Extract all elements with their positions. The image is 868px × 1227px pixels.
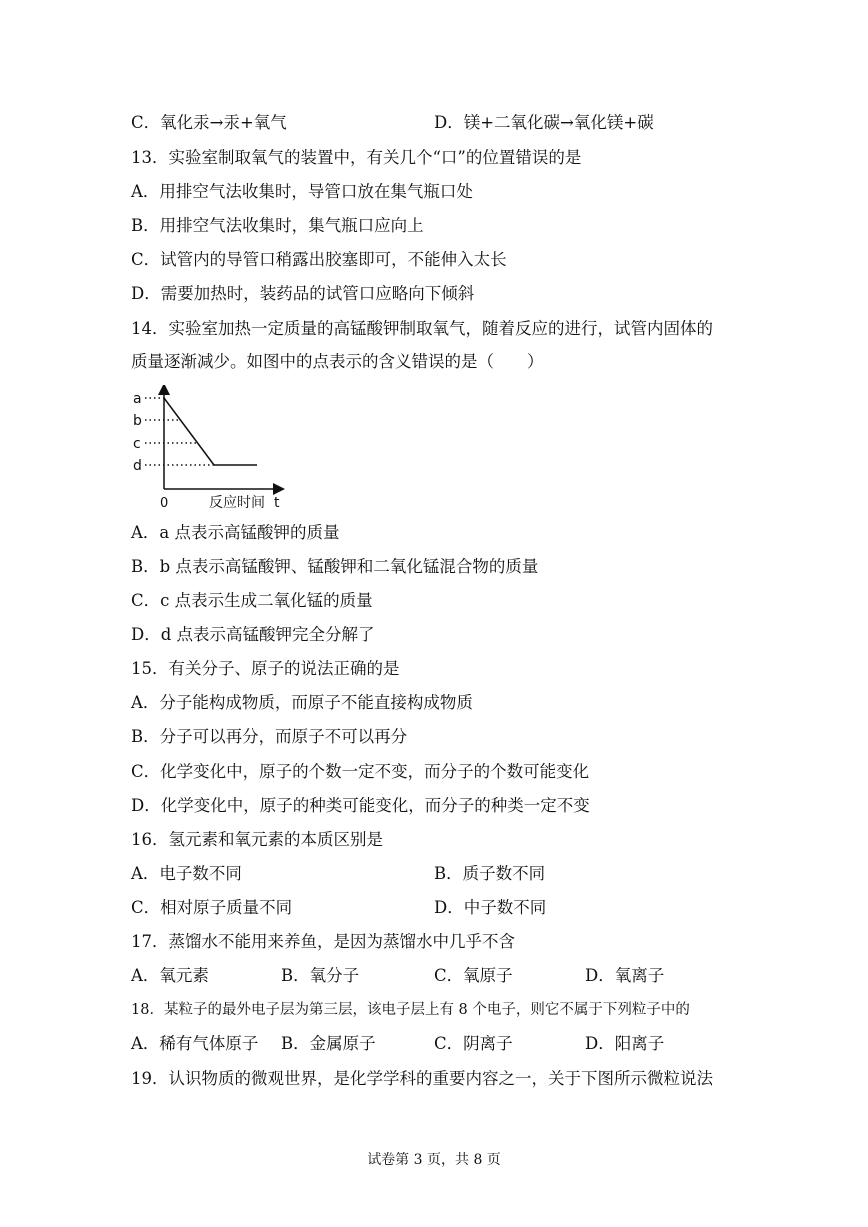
q13-option-d: D．需要加热时，装药品的试管口应略向下倾斜: [131, 284, 475, 303]
q15-stem: 15．有关分子、原子的说法正确的是: [131, 659, 400, 678]
q14-graph: [131, 385, 291, 513]
q13-option-b: B．用排空气法收集时，集气瓶口应向上: [131, 216, 424, 235]
q13-stem: 13．实验室制取氧气的装置中，有关几个“口”的位置错误的是: [131, 148, 582, 167]
q18-option-a: A．稀有气体原子: [131, 1034, 259, 1053]
q19-stem: 19．认识物质的微观世界，是化学学科的重要内容之一，关于下图所示微粒说法: [131, 1069, 713, 1088]
q17-option-c: C．氧原子: [434, 966, 513, 985]
q17-option-d: D．氧离子: [585, 966, 665, 985]
q14-stem-line1: 14．实验室加热一定质量的高锰酸钾制取氧气，随着反应的进行，试管内固体的: [131, 319, 713, 338]
page-footer: 试卷第 3 页，共 8 页: [367, 1152, 501, 1168]
label-x-axis: 反应时间: [209, 495, 265, 511]
q13-option-a: A．用排空气法收集时，导管口放在集气瓶口处: [131, 182, 473, 201]
q18-option-b: B．金属原子: [281, 1034, 376, 1053]
q16-stem: 16．氢元素和氧元素的本质区别是: [131, 830, 383, 849]
q18-stem: 18．某粒子的最外电子层为第三层，该电子层上有 8 个电子，则它不属于下列粒子中的: [131, 1002, 690, 1018]
q16-option-b: B．质子数不同: [434, 864, 546, 883]
q18-option-c: C．阴离子: [434, 1034, 513, 1053]
label-t: t: [274, 495, 280, 511]
q16-option-a: A．电子数不同: [131, 864, 242, 883]
q14-stem-line2: 质量逐渐减少。如图中的点表示的含义错误的是（ ）: [131, 352, 544, 371]
q15-option-a: A．分子能构成物质，而原子不能直接构成物质: [131, 693, 473, 712]
q14-option-b: B．b 点表示高锰酸钾、锰酸钾和二氧化锰混合物的质量: [131, 557, 539, 576]
q14-option-d: D．d 点表示高锰酸钾完全分解了: [131, 625, 375, 644]
q15-option-c: C．化学变化中，原子的个数一定不变，而分子的个数可能变化: [131, 762, 590, 781]
q14-option-a: A．a 点表示高锰酸钾的质量: [131, 523, 340, 542]
q17-option-a: A．氧元素: [131, 966, 209, 985]
q13-option-c: C．试管内的导管口稍露出胶塞即可，不能伸入太长: [131, 250, 507, 269]
label-a: a: [133, 391, 142, 407]
q15-option-b: B．分子可以再分，而原子不可以再分: [131, 727, 408, 746]
label-c: c: [133, 436, 141, 452]
q16-option-d: D．中子数不同: [434, 898, 547, 917]
q12-option-c: C．氧化汞→汞+氧气: [131, 113, 287, 132]
q15-option-d: D．化学变化中，原子的种类可能变化，而分子的种类一定不变: [131, 796, 590, 815]
q17-option-b: B．氧分子: [281, 966, 360, 985]
q17-stem: 17．蒸馏水不能用来养鱼，是因为蒸馏水中几乎不含: [131, 932, 515, 951]
decreasing-line: [164, 398, 214, 465]
q16-option-c: C．相对原子质量不同: [131, 898, 293, 917]
label-origin: 0: [160, 496, 169, 511]
q14-option-c: C．c 点表示生成二氧化锰的质量: [131, 591, 373, 610]
label-b: b: [133, 413, 142, 429]
q18-option-d: D．阳离子: [585, 1034, 665, 1053]
q12-option-d: D．镁+二氧化碳→氧化镁+碳: [434, 113, 654, 132]
label-d: d: [133, 458, 142, 474]
